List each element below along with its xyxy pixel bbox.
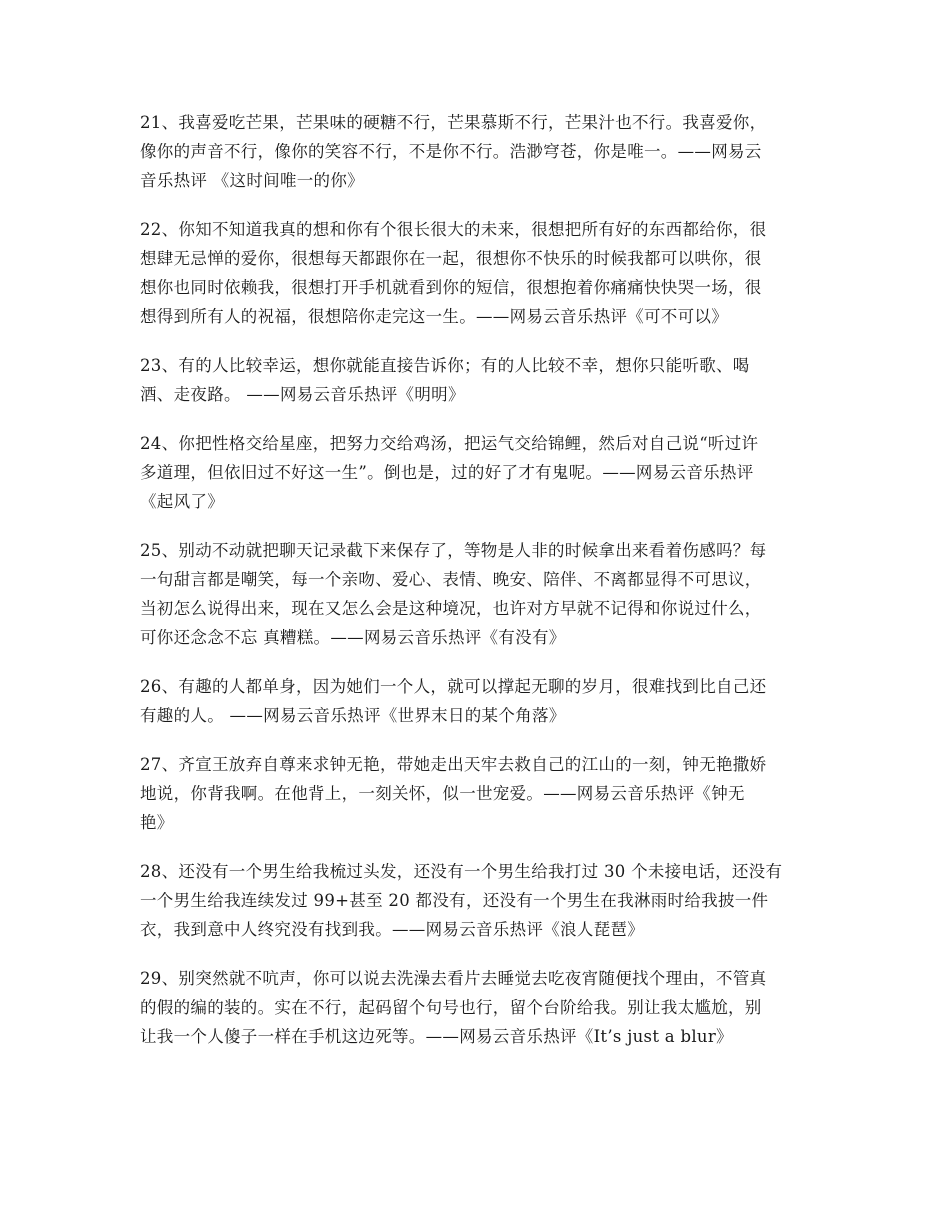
paragraph-22: 22、你知不知道我真的想和你有个很长很大的未来，很想把所有好的东西都给你，很 想肆无忌惮的爱你，很想每天都跟你在一起，很想你不快乐的时候我都可以哄你，很 想你也同时依赖我，很想打开手机就看到你的短信，很想抱着你痛痛快快哭一场，很 想得到所有人的祝福，很想陪你走完这一生。——网易云音乐热评《可不可以》	[140, 220, 767, 326]
paragraph-24: 24、你把性格交给星座，把努力交给鸡汤，把运气交给锦鲤，然后对自己说“听过许 多道理，但依旧过不好这一生”。倒也是，过的好了才有鬼呢。——网易云音乐热评 《起风了》	[140, 434, 759, 511]
paragraph-29: 29、别突然就不吭声，你可以说去洗澡去看片去睡觉去吃夜宵随便找个理由，不管真 的假的编的装的。实在不行，起码留个句号也行，留个台阶给我。别让我太尴尬，别 让我一个人傻子一样在手机这边死等。——网易云音乐热评《It’s just a blur》	[140, 969, 767, 1046]
paragraph-21: 21、我喜爱吃芒果，芒果味的硬糖不行，芒果慕斯不行，芒果汁也不行。我喜爱你， 像你的声音不行，像你的笑容不行，不是你不行。浩渺穹苍，你是唯一。——网易云 音乐热评 《这时间唯一的你》	[140, 113, 767, 190]
paragraph-25: 25、别动不动就把聊天记录截下来保存了，等物是人非的时候拿出来看着伤感吗？每 一句甜言都是嘲笑，每一个亲吻、爱心、表情、晚安、陪伴、不离都显得不可思议， 当初怎么说得出来，现在又怎么会是这种境况，也许对方早就不记得和你说过什么， 可你还念念不忘 真糟糕。——网易云音乐热评《有没有》	[140, 541, 767, 647]
paragraph-28: 28、还没有一个男生给我梳过头发，还没有一个男生给我打过 30 个未接电话，还没有 一个男生给我连续发过 99+甚至 20 都没有，还没有一个男生在我淋雨时给我披一件 衣，我到意中人终究没有找到我。——网易云音乐热评《浪人琵琶》	[140, 862, 783, 939]
paragraph-27: 27、齐宣王放弃自尊来求钟无艳，带她走出天牢去救自己的江山的一刻，钟无艳撒娇 地说，你背我啊。在他背上，一刻关怀，似一世宠爱。——网易云音乐热评《钟无 艳》	[140, 755, 767, 832]
document-page	[140, 108, 810, 1071]
paragraph-23: 23、有的人比较幸运，想你就能直接告诉你；有的人比较不幸，想你只能听歌、喝 酒、走夜路。 ——网易云音乐热评《明明》	[140, 356, 750, 404]
paragraph-26: 26、有趣的人都单身，因为她们一个人，就可以撑起无聊的岁月，很难找到比自己还 有趣的人。 ——网易云音乐热评《世界末日的某个角落》	[140, 677, 767, 725]
